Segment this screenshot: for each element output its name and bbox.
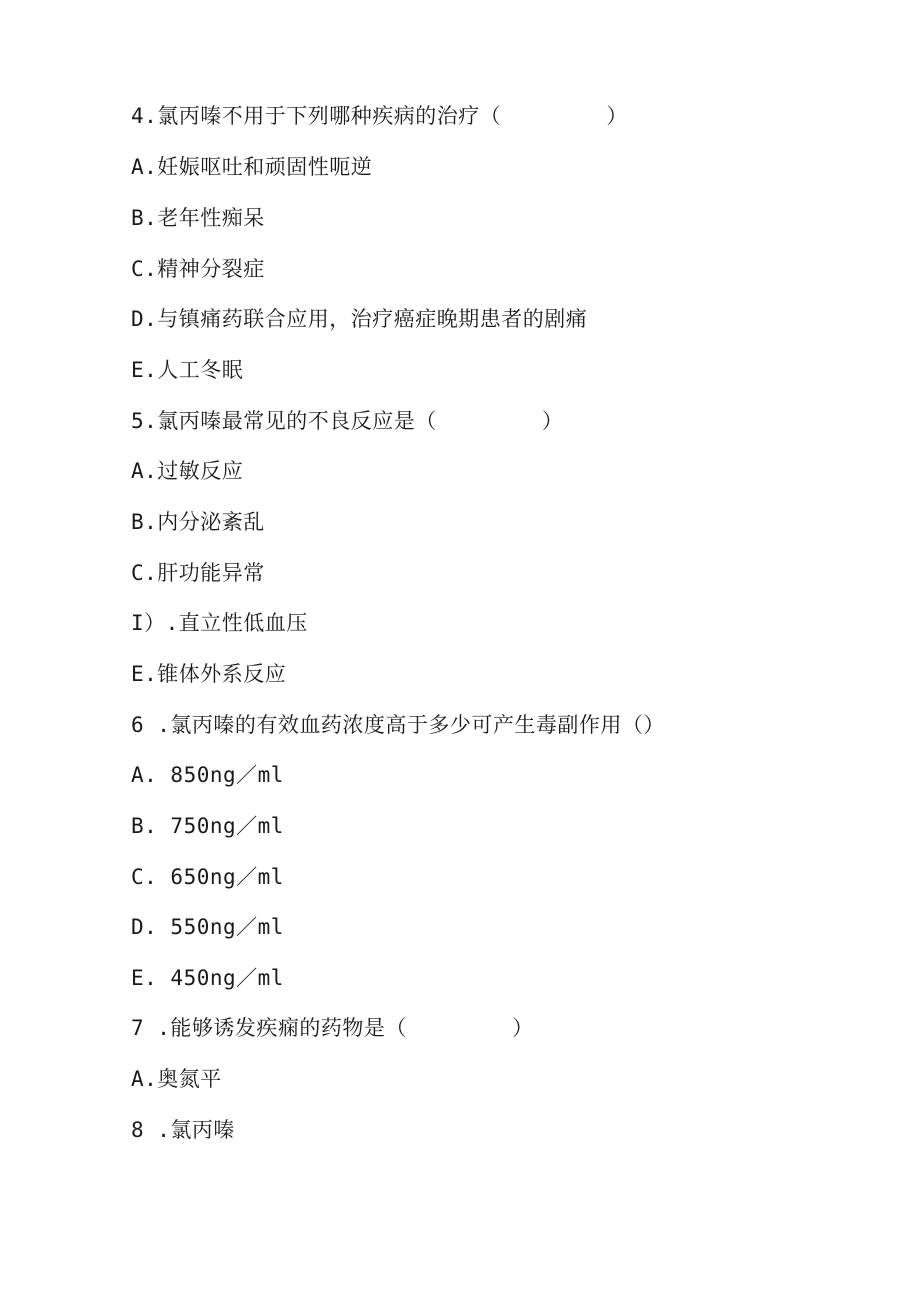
- question-4-option-c: C.精神分裂症: [131, 257, 265, 281]
- question-4-option-e: E.人工冬眠: [131, 358, 244, 382]
- question-6-option-b: B. 750ng／ml: [131, 814, 284, 838]
- question-6-option-e: E. 450ng／ml: [131, 966, 284, 990]
- question-4-option-a: A.妊娠呕吐和顽固性呃逆: [131, 155, 373, 179]
- question-8-stem: 8 .氯丙嗪: [131, 1118, 235, 1142]
- question-5-stem: 5.氯丙嗪最常见的不良反应是（ ）: [131, 409, 564, 433]
- question-4-option-d: D.与镇痛药联合应用，治疗癌症晚期患者的剧痛: [131, 307, 588, 331]
- question-5-option-e: E.锥体外系反应: [131, 662, 287, 686]
- question-4-stem: 4.氯丙嗪不用于下列哪种疾病的治疗（ ）: [131, 104, 628, 128]
- question-6-option-d: D. 550ng／ml: [131, 915, 284, 939]
- question-6-option-a: A. 850ng／ml: [131, 763, 284, 787]
- question-6-option-c: C. 650ng／ml: [131, 865, 284, 889]
- question-5-option-b: B.内分泌紊乱: [131, 510, 265, 534]
- question-6-stem: 6 .氯丙嗪的有效血药浓度高于多少可产生毒副作用（）: [131, 713, 665, 737]
- question-4-option-b: B.老年性痴呆: [131, 206, 265, 230]
- question-5-option-d: I）.直立性低血压: [131, 611, 308, 635]
- question-7-stem: 7 .能够诱发疾痫的药物是（ ）: [131, 1016, 534, 1040]
- question-5-option-a: A.过敏反应: [131, 459, 244, 483]
- question-7-option-a: A.奥氮平: [131, 1067, 222, 1091]
- question-5-option-c: C.肝功能异常: [131, 561, 265, 585]
